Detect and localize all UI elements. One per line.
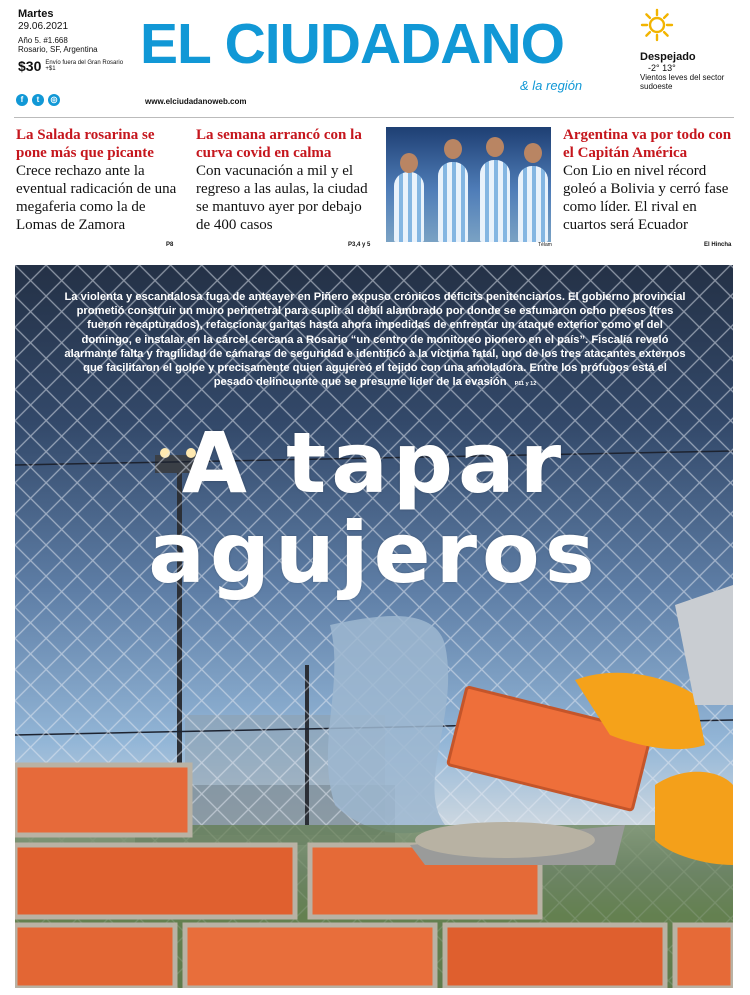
facebook-icon[interactable]: f bbox=[16, 94, 28, 106]
teaser-salada[interactable] bbox=[16, 126, 186, 234]
twitter-icon[interactable]: t bbox=[32, 94, 44, 106]
player-head bbox=[400, 153, 418, 173]
lead-paragraph bbox=[62, 290, 688, 391]
lead-text: La violenta y escandalosa fuga de anteayer en Piñero expuso crónicos déficits penitenciarios. El gobierno provincial prometió construir un muro perimetral para suplir al débil alambrado por donde se esfumaron ocho presos (tres fueron recapturados), refaccionar garitas hasta ahora impedidas de enfrentar un ataque exterior como el del domingo, e instalar en la cárcel cercana a Rosario “un centro de monitoreo pionero en el país”. Fiscalía reveló alarmante falta y fragilidad de cámaras de seguridad e identificó a la víctima fatal, uno de los tres atacantes externos que facilitaron el golpe y precisamente quien agujereó el tejido con una amoladora. Entre los prófugos está el pesado delincuente que se presume líder de la evasión bbox=[64, 291, 686, 389]
website-url[interactable]: www.elciudadanoweb.com bbox=[145, 97, 247, 106]
tagline: & la región bbox=[520, 78, 583, 93]
newspaper-logo: EL CIUDADANO bbox=[140, 12, 564, 76]
weather-wind: Vientos leves del sector sudoeste bbox=[640, 73, 725, 92]
teaser-body: Crece rechazo ante la eventual radicación de una megaferia como la de Lomas de Zamora bbox=[16, 163, 177, 233]
masthead-divider bbox=[14, 117, 734, 118]
price-block bbox=[18, 58, 128, 74]
player-figure bbox=[394, 172, 424, 242]
issue-location: Rosario, SF, Argentina bbox=[18, 45, 98, 55]
sun-icon bbox=[640, 8, 674, 42]
weather-box bbox=[640, 8, 750, 91]
issue-number: Año 5. #1.668 bbox=[18, 36, 68, 45]
teaser-headline: La semana arrancó con la curva covid en calma bbox=[196, 127, 362, 161]
player-head bbox=[524, 143, 542, 163]
teaser-body: Con vacunación a mil y el regreso a las aulas, la ciudad se mantuvo ayer por debajo de 400 casos bbox=[196, 163, 368, 233]
headline-line-1: A tapar bbox=[181, 414, 567, 512]
teaser-page-ref: P3,4 y 5 bbox=[348, 242, 371, 248]
teaser-covid[interactable] bbox=[196, 126, 376, 234]
issue-date: 29.06.2021 bbox=[18, 21, 69, 32]
price: $30 bbox=[18, 58, 42, 75]
headline-line-2: agujeros bbox=[148, 504, 600, 602]
player-head bbox=[444, 139, 462, 159]
teaser-page-ref: El Hincha bbox=[704, 242, 732, 248]
issue-info bbox=[18, 8, 128, 74]
player-head bbox=[486, 137, 504, 157]
player-figure bbox=[518, 166, 548, 242]
teaser-body: Con Lio en nivel récord goleó a Bolivia y cerró fase como líder. El rival en cuartos será Ecuador bbox=[563, 163, 729, 233]
player-figure bbox=[438, 162, 468, 242]
teaser-headline: Argentina va por todo con el Capitán América bbox=[563, 127, 732, 161]
player-figure bbox=[480, 160, 510, 242]
main-headline bbox=[16, 414, 732, 602]
social-links bbox=[16, 94, 60, 106]
teaser-page-ref: P8 bbox=[166, 242, 174, 248]
instagram-icon[interactable]: ◎ bbox=[48, 94, 60, 106]
weather-temp: -2° 13° bbox=[648, 63, 676, 73]
price-note: Envío fuera del Gran Rosario +$1 bbox=[45, 59, 124, 73]
photo-credit: Télam bbox=[538, 242, 552, 248]
teaser-headline: La Salada rosarina se pone más que picante bbox=[16, 127, 155, 161]
weather-condition: Despejado bbox=[640, 51, 696, 63]
teaser-argentina[interactable] bbox=[563, 126, 735, 234]
teaser-photo-players[interactable] bbox=[386, 127, 551, 242]
lead-page-ref: P11 y 12 bbox=[514, 381, 537, 388]
issue-day: Martes bbox=[18, 8, 54, 20]
